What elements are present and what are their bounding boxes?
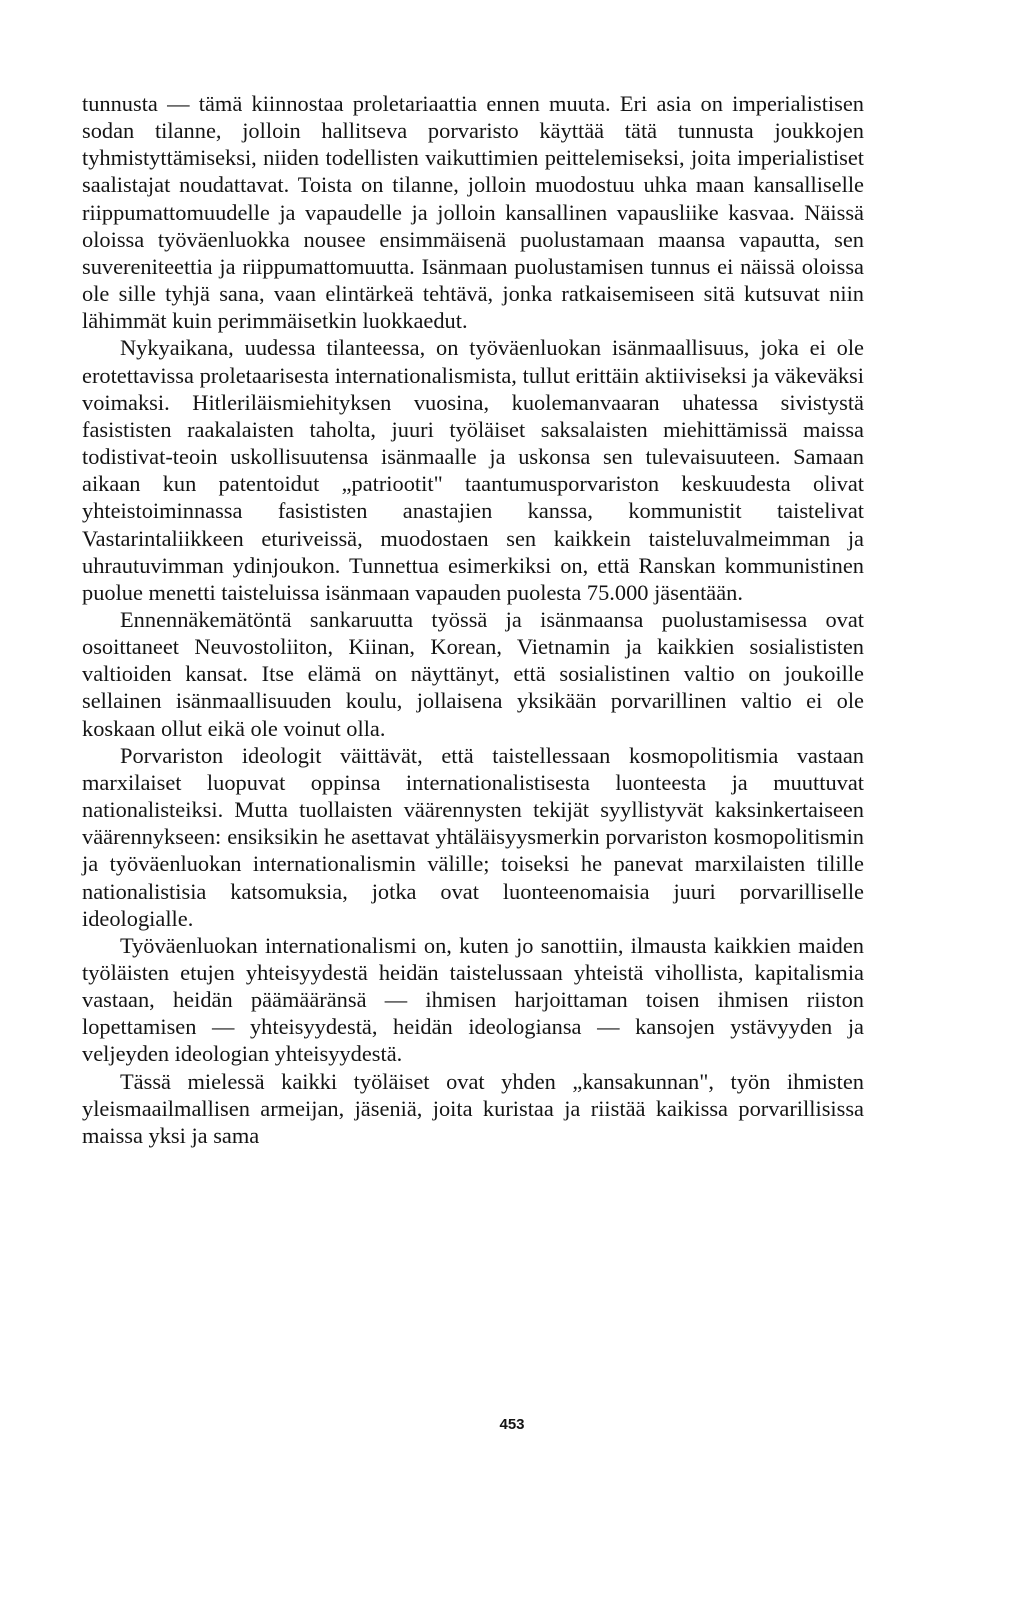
- paragraph-1: tunnusta — tämä kiinnostaa proletariaattia ennen muuta. Eri asia on imperialistisen sodan tilanne, jolloin hallitseva porvaristo käyttää tätä tunnusta joukkojen tyhmistyttämiseksi, niiden todellisten vaikuttimien peittelemiseksi, joita imperialistiset saalistajat noudattavat. Toista on tilanne, jolloin muodostuu uhka maan kansalliselle riippumattomuudelle ja vapaudelle ja jolloin kansallinen vapausliike kasvaa. Näissä oloissa työväenluokka nousee ensimmäisenä puolustamaan maansa vapautta, sen suvereniteettia ja riippumattomuutta. Isänmaan puolustamisen tunnus ei näissä oloissa ole sille tyhjä sana, vaan elintärkeä tehtävä, jonka ratkaisemiseen sitä kutsuvat niin lähimmät kuin perimmäisetkin luokkaedut.: [82, 91, 864, 334]
- paragraph-6: Tässä mielessä kaikki työläiset ovat yhden „kansakunnan", työn ihmisten yleismaailmallisen armeijan, jäseniä, joita kuristaa ja riistää kaikissa porvarillisissa maissa yksi ja sama: [82, 1068, 864, 1148]
- page-number: 453: [499, 1416, 525, 1433]
- paragraph-4: Porvariston ideologit väittävät, että taistellessaan kosmopolitismia vastaan marxilaiset luopuvat oppinsa internationalistisesta luonteesta ja muuttuvat nationalisteiksi. Mutta tuollaisten väärennysten tekijät syyllistyvät kaksinkertaiseen väärennykseen: ensiksikin he asettavat yhtäläisyysmerkin porvariston kosmopolitismin ja työväenluokan internationalismin välille; toiseksi he panevat marxilaisten tilille nationalistisia katsomuksia, jotka ovat luonteenomaisia juuri porvarilliselle ideologialle.: [82, 742, 864, 931]
- paragraph-3: Ennennäkemätöntä sankaruutta työssä ja isänmaansa puolustamisessa ovat osoittaneet Neuvostoliiton, Kiinan, Korean, Vietnamin ja kaikkien sosialististen valtioiden kansat. Itse elämä on näyttänyt, että sosialistinen valtio on joukoille sellainen isänmaallisuuden koulu, jollaisena yksikään porvarillinen valtio ei ole koskaan ollut eikä ole voinut olla.: [82, 606, 864, 741]
- paragraph-2: Nykyaikana, uudessa tilanteessa, on työväenluokan isänmaallisuus, joka ei ole erotettavissa proletaarisesta internationalismista, tullut erittäin aktiiviseksi ja väkeväksi voimaksi. Hitleriläismiehityksen vuosina, kuolemanvaaran uhatessa sivistystä fasististen raakalaisten taholta, juuri työläiset saksalaisten miehittämissä maissa todistivat-teoin uskollisuutensa isänmaalle ja uskonsa sen tulevaisuuteen. Samaan aikaan kun patentoidut „patriootit" taantumusporvariston keskuudesta olivat yhteistoiminnassa fasististen anastajien kanssa, kommunistit taistelivat Vastarintaliikkeen eturiveissä, muodostaen sen kaikkein taisteluvalmeimman ja uhrautuvimman ydinjoukon. Tunnettua esimerkiksi on, että Ranskan kommunistinen puolue menetti taisteluissa isänmaan vapauden puolesta 75.000 jäsentään.: [82, 335, 864, 605]
- page-text-block: [82, 90, 864, 1149]
- paragraph-5: Työväenluokan internationalismi on, kuten jo sanottiin, ilmausta kaikkien maiden työläisten etujen yhteisyydestä heidän taistelussaan yhteistä vihollista, kapitalismia vastaan, heidän päämääränsä — ihmisen harjoittaman toisen ihmisen riiston lopettamisen — yhteisyydestä, heidän ideologiansa — kansojen ystävyyden ja veljeyden ideologian yhteisyydestä.: [82, 932, 864, 1067]
